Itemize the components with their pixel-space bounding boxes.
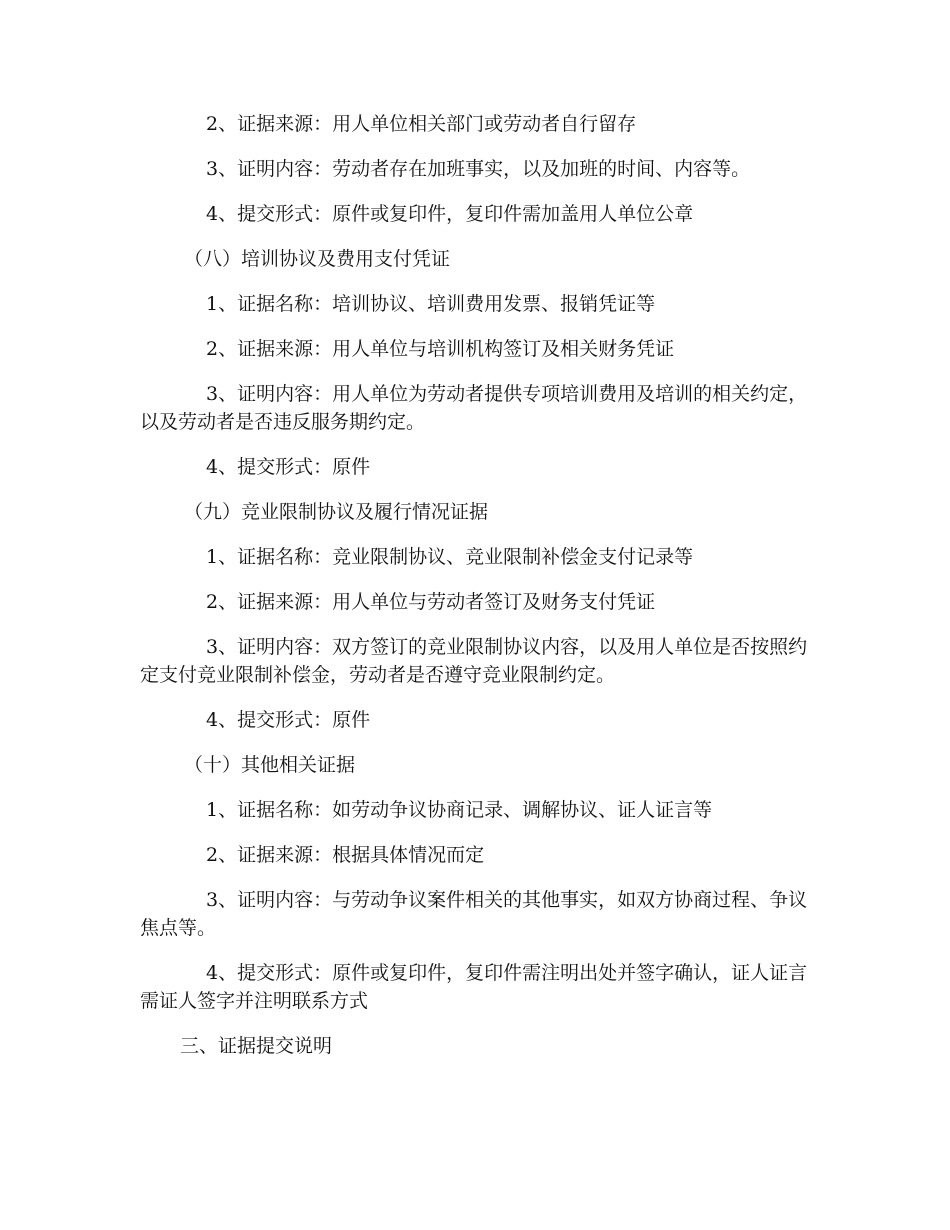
item-text: 提交形式：原件: [237, 456, 371, 478]
document-body: [140, 110, 808, 1077]
list-item: [140, 841, 808, 869]
item-text: 证明内容：双方签订的竞业限制协议内容，以及用人单位是否按照约定支付竞业限制补偿金，劳动者是否遵守竞业限制约定。: [140, 636, 808, 686]
list-item: [140, 543, 808, 571]
item-text: 提交形式：原件或复印件，复印件需注明出处并签字确认，证人证言需证人签字并注明联系方式: [140, 962, 808, 1012]
item-number: 3、: [206, 889, 238, 911]
item-text: 证据名称：培训协议、培训费用发票、报销凭证等: [237, 293, 656, 315]
item-text: 证据来源：用人单位与劳动者签订及财务支付凭证: [237, 591, 656, 613]
item-text: 证据来源：根据具体情况而定: [237, 844, 485, 866]
item-number: 4、: [206, 456, 238, 478]
item-number: 1、: [206, 799, 238, 821]
item-text: 证明内容：劳动者存在加班事实，以及加班的时间、内容等。: [237, 158, 751, 180]
item-text: 证明内容：用人单位为劳动者提供专项培训费用及培训的相关约定，以及劳动者是否违反服务期约定。: [140, 383, 808, 433]
section-heading: 三、证据提交说明: [180, 1035, 333, 1057]
list-item: [140, 155, 808, 183]
item-text: 提交形式：原件: [237, 709, 371, 731]
subsection-heading: （十）其他相关证据: [184, 754, 356, 776]
list-item: [140, 588, 808, 616]
list-item: [140, 110, 808, 138]
item-number: 2、: [206, 338, 238, 360]
item-number: 1、: [206, 293, 238, 315]
list-item: [140, 633, 808, 689]
item-text: 证据名称：竞业限制协议、竞业限制补偿金支付记录等: [237, 546, 694, 568]
item-number: 3、: [206, 158, 238, 180]
list-item: [140, 200, 808, 228]
item-number: 3、: [206, 383, 238, 405]
list-item: [140, 886, 808, 942]
item-number: 4、: [206, 962, 238, 984]
item-text: 证据名称：如劳动争议协商记录、调解协议、证人证言等: [237, 799, 713, 821]
item-number: 2、: [206, 591, 238, 613]
list-item: [140, 335, 808, 363]
item-number: 2、: [206, 113, 238, 135]
item-text: 证据来源：用人单位与培训机构签订及相关财务凭证: [237, 338, 675, 360]
item-number: 2、: [206, 844, 238, 866]
list-item: [140, 706, 808, 734]
item-number: 3、: [206, 636, 238, 658]
list-item: [140, 959, 808, 1015]
item-text: 证明内容：与劳动争议案件相关的其他事实，如双方协商过程、争议焦点等。: [140, 889, 808, 939]
list-item: [140, 796, 808, 824]
list-item: [140, 453, 808, 481]
list-item: [140, 290, 808, 318]
subsection-heading: （九）竞业限制协议及履行情况证据: [184, 501, 489, 523]
list-item: [140, 380, 808, 436]
subsection-heading: （八）培训协议及费用支付凭证: [184, 248, 451, 270]
item-number: 1、: [206, 546, 238, 568]
item-number: 4、: [206, 709, 238, 731]
item-number: 4、: [206, 203, 238, 225]
item-text: 证据来源：用人单位相关部门或劳动者自行留存: [237, 113, 637, 135]
item-text: 提交形式：原件或复印件，复印件需加盖用人单位公章: [237, 203, 694, 225]
